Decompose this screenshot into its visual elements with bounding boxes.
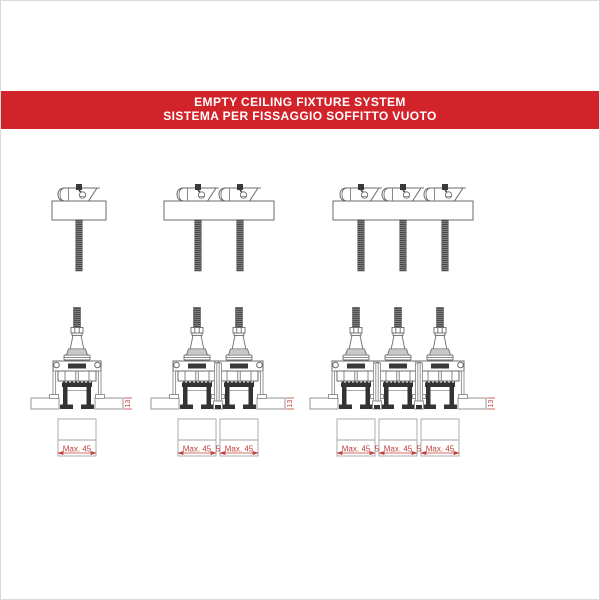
ceiling-plate	[52, 201, 106, 220]
drawing-anchor-single	[19, 177, 139, 273]
threaded-rod	[237, 220, 244, 271]
ceiling-plate	[164, 201, 274, 220]
max-width-label: Max. 45	[62, 444, 92, 454]
thickness-label: 13	[488, 399, 495, 408]
ceiling-panel	[31, 398, 59, 409]
ceiling-plate	[333, 201, 473, 220]
banner-title-it: SISTEMA PER FISSAGGIO SOFFITTO VUOTO	[163, 109, 437, 123]
max-width-label: Max. 45	[224, 444, 254, 454]
drawing-track-section-single	[25, 307, 135, 463]
gap-label: 5	[416, 444, 422, 454]
toggle-anchor	[177, 184, 219, 201]
hanger-assembly	[343, 307, 369, 360]
max-width-label: Max. 45	[182, 444, 212, 454]
track-connector	[415, 363, 424, 409]
max-width-label: Max. 45	[425, 444, 455, 454]
track-connector	[214, 363, 223, 409]
hanger-assembly	[184, 307, 210, 360]
gap-label: 5	[215, 444, 221, 454]
hanger-assembly	[427, 307, 453, 360]
toggle-anchor	[58, 184, 100, 201]
threaded-rod	[442, 220, 449, 271]
toggle-anchor	[219, 184, 261, 201]
thickness-label: 13	[125, 399, 132, 408]
thickness-label: 13	[287, 399, 294, 408]
toggle-anchor	[340, 184, 382, 201]
max-width-label: Max. 45	[341, 444, 371, 454]
threaded-rod	[358, 220, 365, 271]
drawing-track-section-double	[145, 307, 305, 463]
threaded-rod	[400, 220, 407, 271]
ceiling-panel	[310, 398, 338, 409]
ceiling-panel	[95, 398, 123, 409]
hanger-assembly	[64, 307, 90, 360]
header-banner	[1, 91, 599, 129]
drawing-track-section-triple	[304, 307, 498, 463]
drawing-anchor-triple	[308, 177, 498, 273]
ceiling-panel	[257, 398, 285, 409]
toggle-anchor	[382, 184, 424, 201]
toggle-anchor	[424, 184, 466, 201]
gap-label: 5	[374, 444, 380, 454]
threaded-rod	[195, 220, 202, 271]
threaded-rod	[76, 220, 83, 271]
ceiling-panel	[151, 398, 179, 409]
hanger-assembly	[226, 307, 252, 360]
track-connector	[373, 363, 382, 409]
hanger-assembly	[385, 307, 411, 360]
drawing-anchor-double	[139, 177, 299, 273]
max-width-label: Max. 45	[383, 444, 413, 454]
banner-title-en: EMPTY CEILING FIXTURE SYSTEM	[194, 95, 406, 109]
ceiling-panel	[458, 398, 486, 409]
